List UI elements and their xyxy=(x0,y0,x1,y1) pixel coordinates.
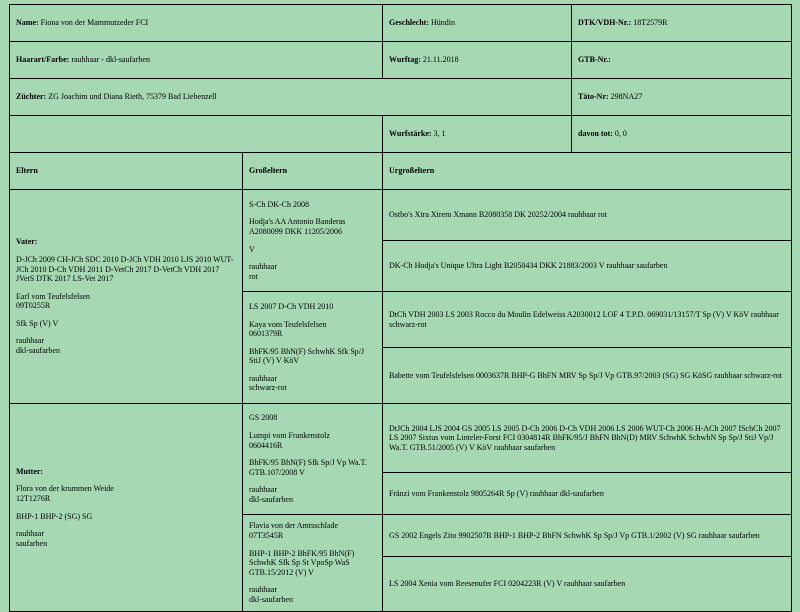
strength-value: 3, 1 xyxy=(433,129,446,139)
grandparent-name: Lumpi vom Frankenstolz 0604416R xyxy=(249,431,330,450)
pedigree-table xyxy=(9,4,792,612)
grandparent-coat: rauhhaar dkl-saufarben xyxy=(249,585,293,604)
column-header-row xyxy=(10,153,792,190)
great-grandparent-6: Fränzi vom Frankenstolz 9805264R Sp (V) rauhhaar dkl-saufarben xyxy=(383,473,792,515)
father-coat: rauhhaar dkl-saufarben xyxy=(16,336,60,356)
great-grandparent-3: DtCh VDH 2003 LS 2003 Rocco du Moulin Edelweiss A2030012 LOF 4 T.P.D. 069031/13157/T Sp (V) V KöV rauhhaar schwarz-rot xyxy=(383,292,792,348)
grandparent-coat: rauhhaar schwarz-rot xyxy=(249,373,287,393)
name-label: Name: xyxy=(16,18,39,28)
breeder-label: Züchter: xyxy=(16,92,47,102)
grandparent-tests: V xyxy=(249,244,255,254)
coat-label: Haarart/Farbe: xyxy=(16,55,70,65)
sex-cell xyxy=(383,5,572,42)
coat-cell xyxy=(10,42,383,79)
grandparent-name: Kaya vom Teufelsfelsen 0601379R xyxy=(249,319,327,339)
great-grandparent-1: Ostbo's Xtra Xtrem Xmann B2080358 DK 20252/2004 rauhhaar rot xyxy=(383,190,792,241)
great-grandparent-8: LS 2004 Xenia vom Reesenufer FCI 0204223R (V) V rauhhaar saufarben xyxy=(383,557,792,612)
pedigree-row xyxy=(10,190,792,241)
grandparent-tests: BhFK/95 BhN(F) SchwhK Sfk Sp/J StiJ (V) V KöV xyxy=(249,346,365,366)
strength-label: Wurfstärke: xyxy=(389,129,432,139)
grandparent-4 xyxy=(243,515,383,612)
name-cell xyxy=(10,5,383,42)
gtb-label: GTB-Nr.: xyxy=(578,55,611,65)
dead-value: 0, 0 xyxy=(614,129,627,139)
sex-value: Hündin xyxy=(431,18,456,28)
name-value: Fiona von der Mammutzeder FCI xyxy=(40,18,149,28)
great-grandparent-4: Babette vom Teufelsfelsen 0003637R BHP-G BhFN MRV Sp Sp/J Vp GTB.97/2003 (SG) SG KöSG rauhhaar schwarz-rot xyxy=(383,348,792,404)
col-header-parents: Eltern xyxy=(10,153,243,190)
col-header-grandparents: Großeltern xyxy=(243,153,383,190)
grandparent-tests: BhFK/95 BhN(F) Sfk Sp/J Vp Wa.T. GTB.107/2008 V xyxy=(249,458,367,477)
great-grandparent-7: GS 2002 Engels Zito 9902507R BHP-1 BHP-2 BhFN SchwhK Sp Sp/J Vp GTB.1/2002 (V) SG rauhhaar saufarben xyxy=(383,515,792,557)
col-header-great-grandparents: Urgroßeltern xyxy=(383,153,792,190)
coat-value: rauhhaar - dkl-saufarben xyxy=(71,55,150,65)
header-row-litter-strength xyxy=(10,116,792,153)
mother-coat: rauhhaar saufarben xyxy=(16,529,48,548)
dead-label: davon tot: xyxy=(578,129,613,139)
mother-name: Flora von der krummen Weide 12T1276R xyxy=(16,484,114,503)
grandparent-3 xyxy=(243,404,383,515)
grandparent-coat: rauhhaar rot xyxy=(249,262,277,281)
pedigree-row xyxy=(10,404,792,473)
grandparent-1 xyxy=(243,190,383,292)
tatoo-value: 298NA27 xyxy=(610,92,643,102)
strength-cell xyxy=(383,116,572,153)
tatoo-label: Täto-Nr: xyxy=(578,92,609,102)
header-row-breeder xyxy=(10,79,792,116)
mother-label: Mutter: xyxy=(16,466,44,476)
father-label: Vater: xyxy=(16,237,38,247)
great-grandparent-2: DK-Ch Hodja's Unique Ultra Light B2050434 DKK 21883/2003 V rauhhaar saufarben xyxy=(383,241,792,292)
tatoo-cell xyxy=(572,79,792,116)
sex-label: Geschlecht: xyxy=(389,18,430,28)
grandparent-2 xyxy=(243,292,383,404)
grandparent-coat: rauhhaar dkl-saufarben xyxy=(249,485,293,504)
gtb-cell xyxy=(572,42,792,79)
dead-cell xyxy=(572,116,792,153)
grandparent-titles: S-Ch DK-Ch 2008 xyxy=(249,199,310,209)
father-tests: Sfk Sp (V) V xyxy=(16,318,59,328)
grandparent-titles: GS 2008 xyxy=(249,413,278,423)
father-name: Earl vom Teufelsfelsen 09T0255R xyxy=(16,291,90,311)
dtk-label: DTK/VDH-Nr.: xyxy=(578,18,632,28)
litter-cell xyxy=(383,42,572,79)
grandparent-titles: LS 2007 D-Ch VDH 2010 xyxy=(249,301,334,311)
dtk-cell xyxy=(572,5,792,42)
father-titles: D-JCh 2009 CH-JCh SDC 2010 D-JCh VDH 2010 LJS 2010 WUT-JCh 2010 D-Ch VDH 2011 D-VetCh 2017 D-VetCh VDH 2017 JVetS DTK 2017 LS-Vet 2017 xyxy=(16,254,234,284)
header-row-name xyxy=(10,5,792,42)
litter-label: Wurftag: xyxy=(389,55,421,65)
breeder-cell xyxy=(10,79,572,116)
grandparent-name: Hodja's AA Antonio Banderas A2080099 DKK 11205/2006 xyxy=(249,217,346,236)
grandparent-name: Flavia von der Amtsschlade 07T3545R xyxy=(249,521,339,541)
father-cell xyxy=(10,190,243,404)
grandparent-tests: BHP-1 BHP-2 BhFK/95 BhN(F) SchwhK Sfk Sp St VpoSp WaS GTB.15/2012 (V) V xyxy=(249,548,355,577)
dtk-value: 18T2579R xyxy=(633,18,668,28)
mother-cell xyxy=(10,404,243,612)
breeder-value: ZG Joachim und Diana Rieth, 75379 Bad Liebenzell xyxy=(48,92,217,102)
header-row-coat xyxy=(10,42,792,79)
great-grandparent-5: DtJCh 2004 LJS 2004 GS 2005 LS 2005 D-Ch 2006 D-Ch VDH 2006 LS 2006 WUT-Ch 2006 H-ACh 2007 ISchCh 2007 LS 2007 Sixtus vom Linteler-Forst FCI 0304814R BhFK/95/J BhFN BhN(D) MRV SchwhK SchwhN Sp Sp/J StiJ Vp/J Wa.T. GTB.51/2005 (V) V KöV rauhhaar saufarben xyxy=(383,404,792,473)
litter-value: 21.11.2018 xyxy=(422,55,459,65)
mother-tests: BHP-1 BHP-2 (SG) SG xyxy=(16,511,93,521)
empty-cell xyxy=(10,116,383,153)
